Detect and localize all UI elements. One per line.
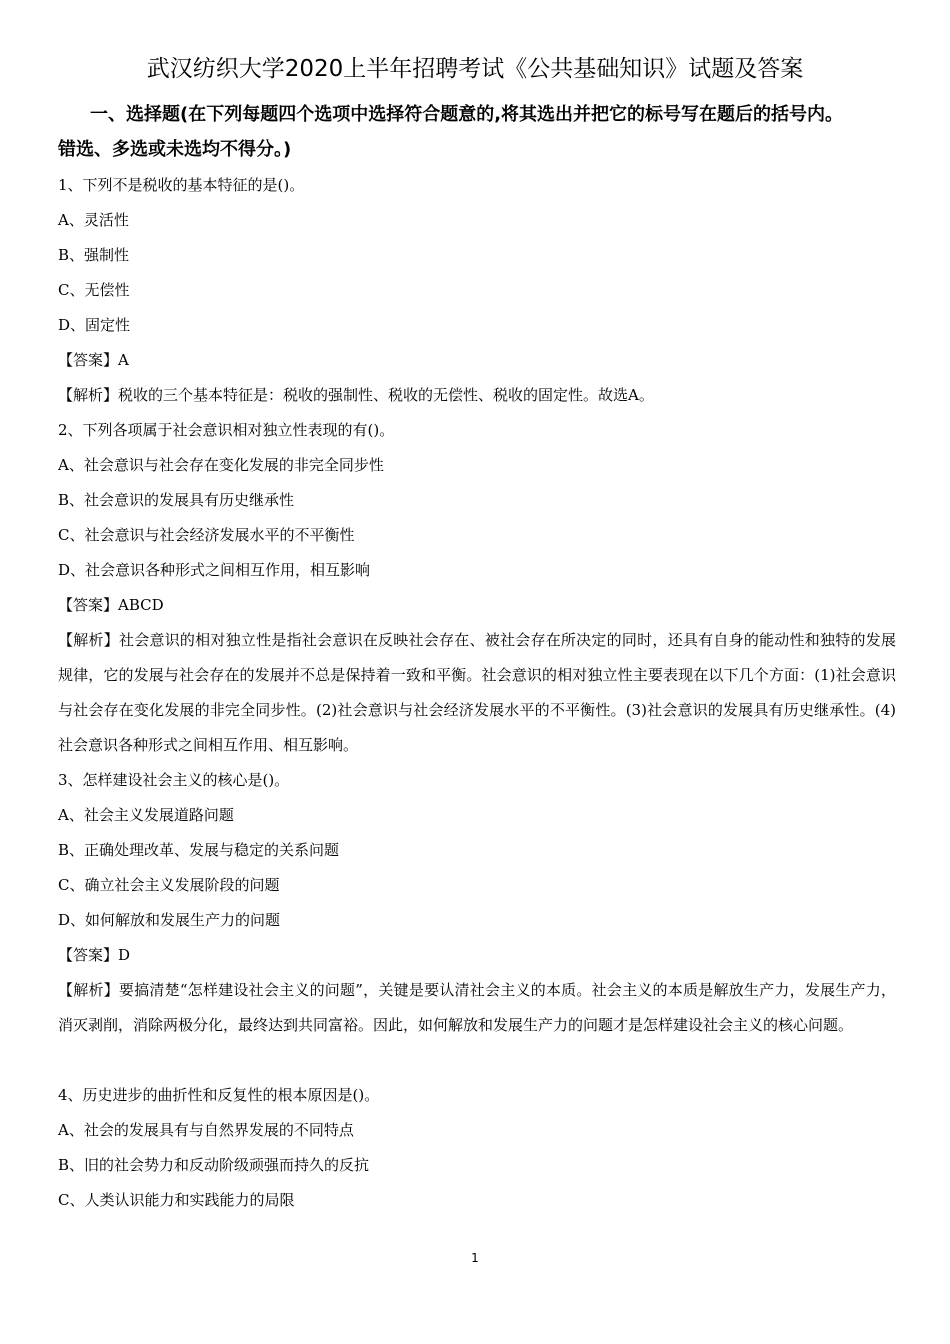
answer-value: D <box>118 946 131 964</box>
question-2 <box>58 413 896 763</box>
document-title: 武汉纺织大学2020上半年招聘考试《公共基础知识》试题及答案 <box>146 56 804 82</box>
option-a: A、社会主义发展道路问题 <box>58 806 234 824</box>
analysis-tag: 【解析】 <box>58 386 119 404</box>
option-a: A、社会意识与社会存在变化发展的非完全同步性 <box>58 456 384 474</box>
question-stem: 4、历史进步的曲折性和反复性的根本原因是()。 <box>58 1086 380 1104</box>
option-a: A、灵活性 <box>58 211 129 229</box>
page-number: 1 <box>471 1251 479 1265</box>
question-list <box>58 168 896 1218</box>
analysis-text: 要搞清楚“怎样建设社会主义的问题”，关键是要认清社会主义的本质。社会主义的本质是解放生产力，发展生产力，消灭剥削，消除两极分化，最终达到共同富裕。因此，如何解放和发展生产力的问题才是怎样建设社会主义的核心问题。 <box>58 981 896 1034</box>
question-1 <box>58 168 896 413</box>
answer-line <box>58 938 896 973</box>
option-d: D、固定性 <box>58 316 131 334</box>
section-heading <box>58 97 898 167</box>
answer-value: A <box>118 351 129 369</box>
analysis-tag: 【解析】 <box>58 981 119 999</box>
option-c: C、社会意识与社会经济发展水平的不平衡性 <box>58 526 355 544</box>
answer-tag: 【答案】 <box>58 946 119 964</box>
analysis-paragraph <box>58 973 896 1078</box>
section-heading-line-1: 一、选择题(在下列每题四个选项中选择符合题意的,将其选出并把它的标号写在题后的括号内。 <box>90 104 844 125</box>
option-c: C、人类认识能力和实践能力的局限 <box>58 1191 295 1209</box>
option-b: B、强制性 <box>58 246 130 264</box>
answer-value: ABCD <box>118 596 164 614</box>
answer-line <box>58 588 896 623</box>
question-stem: 1、下列不是税收的基本特征的是()。 <box>58 176 305 194</box>
answer-line <box>58 343 896 378</box>
analysis-paragraph <box>58 623 896 763</box>
option-d: D、社会意识各种形式之间相互作用，相互影响 <box>58 561 371 579</box>
section-heading-line-2: 错选、多选或未选均不得分。) <box>58 139 292 160</box>
answer-tag: 【答案】 <box>58 596 119 614</box>
analysis-tag: 【解析】 <box>58 631 119 649</box>
option-c: C、确立社会主义发展阶段的问题 <box>58 876 280 894</box>
option-b: B、社会意识的发展具有历史继承性 <box>58 491 295 509</box>
question-stem: 3、怎样建设社会主义的核心是()。 <box>58 771 290 789</box>
analysis-text: 社会意识的相对独立性是指社会意识在反映社会存在、被社会存在所决定的同时，还具有自身的能动性和独特的发展规律，它的发展与社会存在的发展并不总是保持着一致和平衡。社会意识的相对独立性主要表现在以下几个方面：(1)社会意识与社会存在变化发展的非完全同步性。(2)社会意识与社会经济发展水平的不平衡性。(3)社会意识的发展具有历史继承性。(4)社会意识各种形式之间相互作用、相互影响。 <box>58 631 896 754</box>
analysis-text: 税收的三个基本特征是：税收的强制性、税收的无偿性、税收的固定性。故选A。 <box>118 386 654 404</box>
question-stem: 2、下列各项属于社会意识相对独立性表现的有()。 <box>58 421 395 439</box>
option-a: A、社会的发展具有与自然界发展的不同特点 <box>58 1121 354 1139</box>
analysis-line <box>58 378 896 413</box>
option-d: D、如何解放和发展生产力的问题 <box>58 911 281 929</box>
answer-tag: 【答案】 <box>58 351 119 369</box>
option-b: B、旧的社会势力和反动阶级顽强而持久的反抗 <box>58 1156 370 1174</box>
option-b: B、正确处理改革、发展与稳定的关系问题 <box>58 841 340 859</box>
question-3 <box>58 763 896 1078</box>
question-4 <box>58 1078 896 1218</box>
option-c: C、无偿性 <box>58 281 130 299</box>
